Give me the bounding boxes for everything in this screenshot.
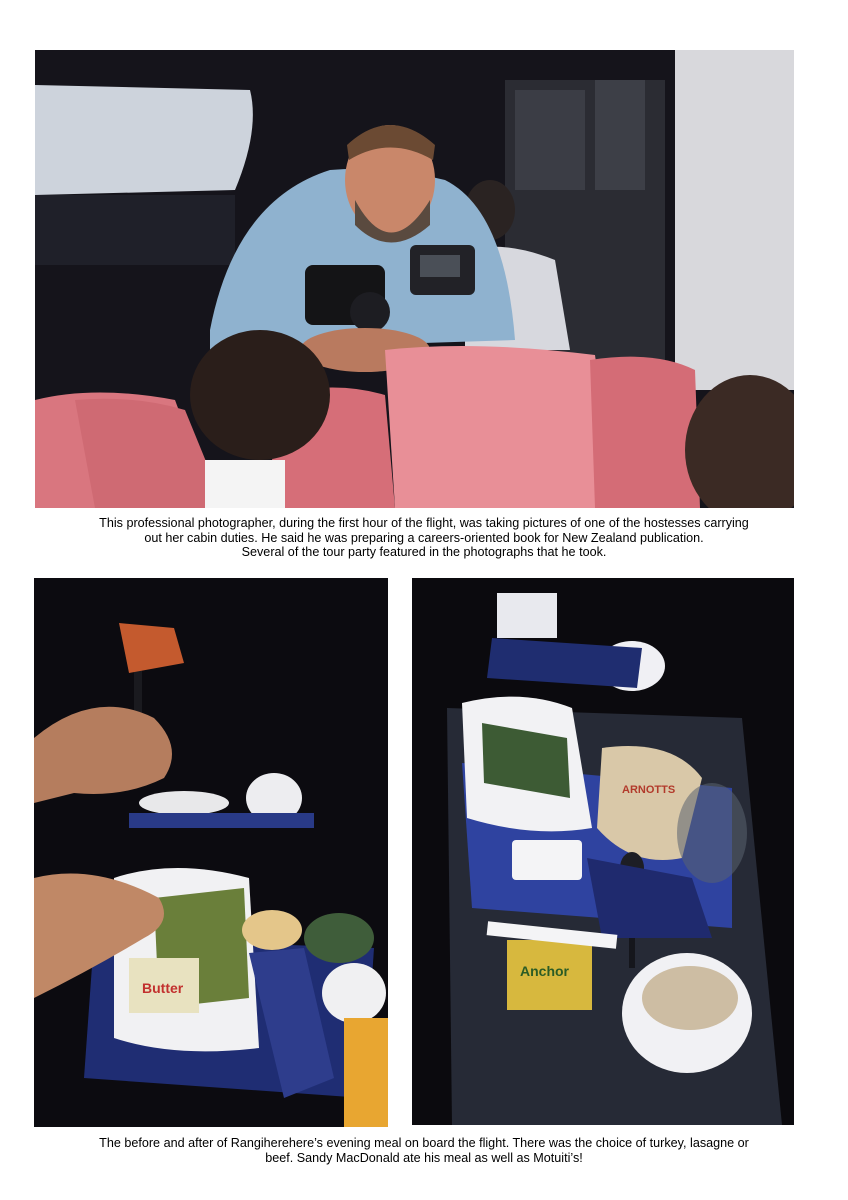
butter-pack-text: Butter bbox=[142, 980, 184, 996]
caption-line: The before and after of Rangiherehere’s evening meal on board the flight. There was the choice of turkey, lasagne or bbox=[99, 1136, 749, 1150]
photo-photographer-cabin bbox=[35, 50, 794, 508]
bag-text: ARNOTTS bbox=[622, 784, 676, 796]
photographer-cabin-illustration bbox=[35, 50, 794, 508]
photo-meal-after bbox=[412, 578, 794, 1125]
caption-line: Several of the tour party featured in the photographs that he took. bbox=[241, 545, 607, 559]
caption-line: out her cabin duties. He said he was preparing a careers-oriented book for New Zealand publication. bbox=[144, 530, 704, 545]
caption-line: beef. Sandy MacDonald ate his meal as well as Motuiti’s! bbox=[265, 1150, 583, 1165]
photo-meal-before bbox=[34, 578, 388, 1127]
bottom-photos-caption bbox=[20, 1136, 828, 1165]
meal-after-illustration bbox=[412, 578, 794, 1125]
caption-line: This professional photographer, during the first hour of the flight, was taking pictures of one of the hostesses carrying bbox=[99, 516, 749, 530]
top-photo-caption bbox=[20, 516, 828, 560]
anchor-pack-text: Anchor bbox=[520, 963, 569, 979]
meal-before-illustration bbox=[34, 578, 388, 1127]
